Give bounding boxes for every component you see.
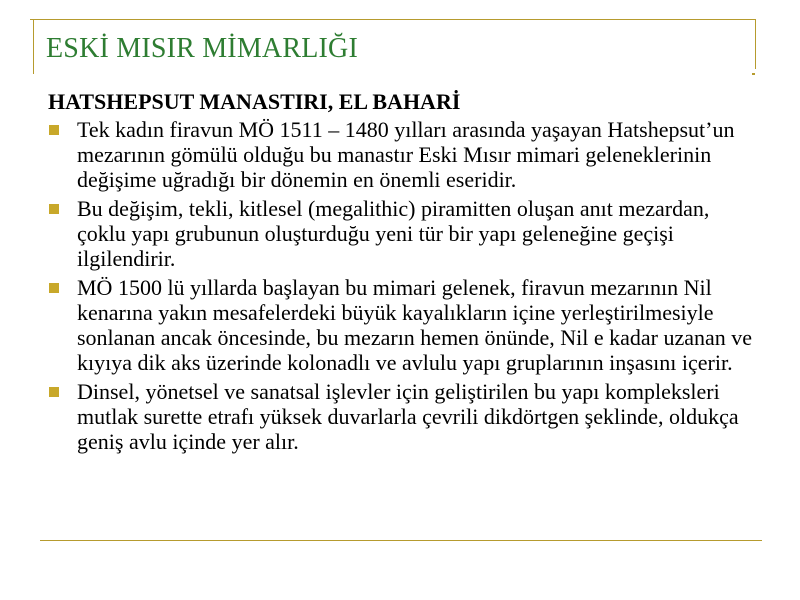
bullet-item (48, 275, 758, 375)
square-bullet-icon (49, 387, 59, 397)
bullet-item (48, 196, 758, 271)
bullet-item (48, 379, 758, 454)
bullet-text: Tek kadın firavun MÖ 1511 – 1480 yılları arasında yaşayan Hatshepsut’un mezarının gömülü olduğu bu manastır Eski Mısır mimari geleneklerinin değişime uğradığı bir dönemin en önemli eseridir. (77, 117, 735, 192)
right-accent-line (755, 19, 756, 69)
bullet-item (48, 117, 758, 192)
bottom-divider-line (40, 540, 762, 541)
slide-title: ESKİ MISIR MİMARLIĞI (46, 33, 358, 64)
square-bullet-icon (49, 125, 59, 135)
bullet-text: MÖ 1500 lü yıllarda başlayan bu mimari gelenek, firavun mezarının Nil kenarına yakın mesafelerdeki büyük kayalıkların içine yerleştirilmesiyle sonlanan ancak öncesinde, bu mezarın hemen önünde, Nil e kadar uzanan ve kıyıya dik aks üzerinde kolonadlı ve avlulu yapı gruplarının inşasını içerir. (77, 275, 753, 375)
square-bullet-icon (49, 204, 59, 214)
slide-subtitle: HATSHEPSUT MANASTIRI, EL BAHARİ (48, 89, 461, 114)
slide-content (48, 89, 758, 458)
left-accent-line (33, 19, 34, 74)
square-bullet-icon (49, 283, 59, 293)
bullet-text: Dinsel, yönetsel ve sanatsal işlevler için geliştirilen bu yapı kompleksleri mutlak surette etrafı yüksek duvarlarla çevrili dikdörtgen şeklinde, oldukça geniş avlu içinde yer alır. (77, 379, 739, 454)
bullet-text: Bu değişim, tekli, kitlesel (megalithic) piramitten oluşan anıt mezardan, çoklu yapı grubunun oluşturduğu yeni tür bir yapı geleneğine geçişi ilgilendirir. (77, 196, 710, 271)
top-divider-line (30, 19, 755, 20)
right-accent-dot (752, 73, 755, 75)
